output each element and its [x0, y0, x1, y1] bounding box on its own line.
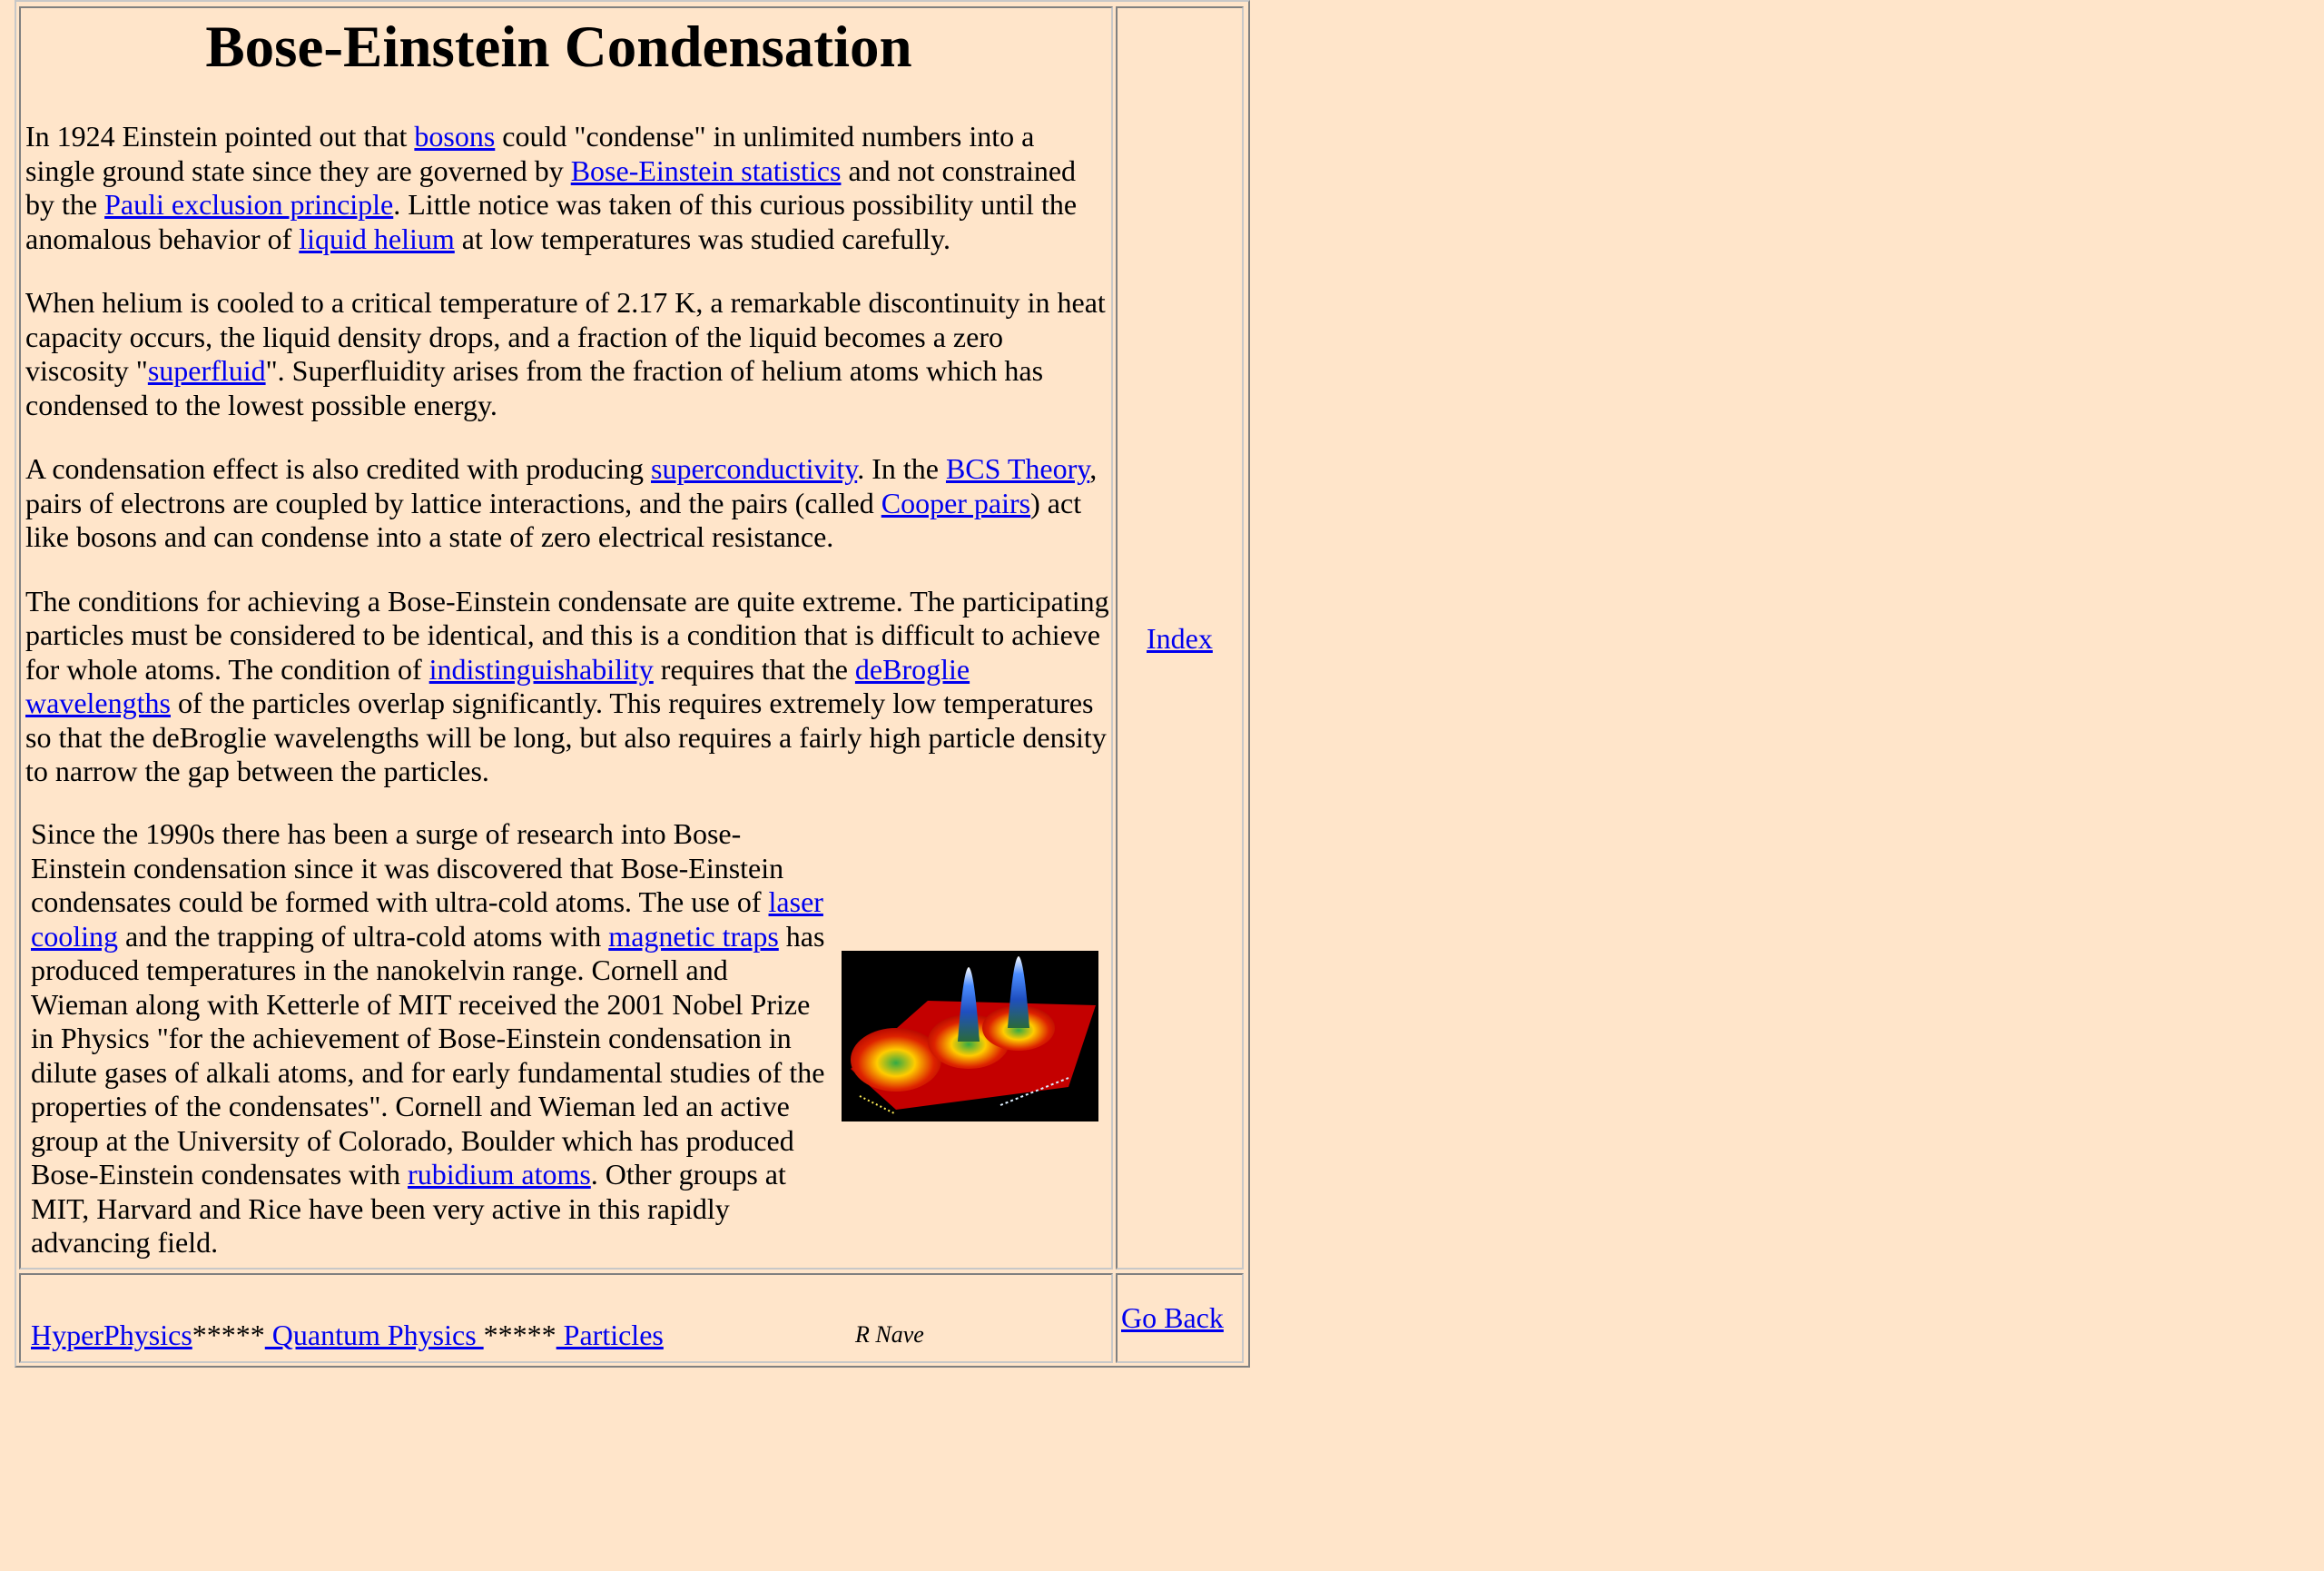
link-superconductivity[interactable]: superconductivity: [651, 452, 858, 485]
text: and not constrained by the: [25, 153, 1077, 221]
link-laser-cooling[interactable]: laser cooling: [31, 885, 823, 953]
text: and the trapping of ultra-cold atoms with: [117, 919, 609, 953]
link-bose-einstein-statistics[interactable]: Bose-Einstein statistics: [570, 153, 842, 187]
text: at low temperatures was studied carefully.: [454, 222, 950, 255]
link-indistinguishability[interactable]: indistinguishability: [428, 652, 654, 686]
link-rubidium-atoms[interactable]: rubidium atoms: [408, 1158, 591, 1191]
link-hyperphysics[interactable]: HyperPhysics: [31, 1319, 192, 1351]
paragraph-helium: [25, 286, 1110, 422]
text: A condensation effect is also credited with producing: [25, 452, 651, 485]
page-title: Bose-Einstein Condensation: [205, 15, 912, 80]
link-particles[interactable]: Particles: [556, 1319, 664, 1351]
link-magnetic-traps[interactable]: magnetic traps: [608, 919, 779, 953]
paragraph-superconductivity: [25, 452, 1110, 555]
main-content: [25, 9, 1110, 819]
text: could "condense" in unlimited numbers into a single ground state since they are governed by: [25, 120, 1035, 187]
author-credit: R Nave: [855, 1321, 924, 1348]
paragraph-research: [31, 817, 830, 1260]
text: of the particles overlap significantly. This requires extremely low temperatures so that the deBroglie wavelengths will be long, but also requires a fairly high particle density to narrow the gap between the particles.: [25, 687, 1107, 787]
link-liquid-helium[interactable]: liquid helium: [299, 222, 455, 255]
text: ". Superfluidity arises from the fraction of helium atoms which has condensed to the lowest possible energy.: [25, 354, 1044, 421]
text: . Little notice was taken of this curious possibility until the anomalous behavior of: [25, 188, 1078, 255]
link-pauli-exclusion[interactable]: Pauli exclusion principle: [104, 188, 394, 221]
link-quantum-physics[interactable]: Quantum Physics: [264, 1319, 484, 1351]
text: , pairs of electrons are coupled by lattice interactions, and the pairs (called: [25, 452, 1098, 519]
link-bcs-theory[interactable]: BCS Theory: [945, 452, 1090, 485]
text: . In the: [857, 452, 946, 485]
footer-nav: [31, 1319, 664, 1352]
link-cooper-pairs[interactable]: Cooper pairs: [881, 486, 1031, 519]
link-debroglie-wavelengths[interactable]: deBroglie wavelengths: [25, 652, 970, 719]
bec-velocity-distribution-image[interactable]: [842, 951, 1098, 1121]
thermal-cloud: [851, 1028, 941, 1092]
link-superfluid[interactable]: superfluid: [147, 354, 266, 387]
go-back-link[interactable]: Go Back: [1121, 1301, 1224, 1334]
text: When helium is cooled to a critical temperature of 2.17 K, a remarkable discontinuity in heat capacity occurs, the liquid density drops, and a fraction of the liquid becomes a zero viscosity ": [25, 286, 1106, 387]
text: has produced temperatures in the nanokelvin range. Cornell and Wieman along with Ketterle of MIT received the 2001 Nobel Prize in Physics "for the achievement of Bose-Einstein condensation in dilute gases of alkali atoms, and for early fundamental studies of the properties of the condensates". Cornell and Wieman led an active group at the University of Colorado, Boulder which has produced Bose-Einstein condensates with: [31, 919, 825, 1191]
text: The conditions for achieving a Bose-Einstein condensate are quite extreme. The participating particles must be considered to be identical, and this is a condition that is difficult to achieve for whole atoms. The condition of: [25, 584, 1109, 686]
text: Since the 1990s there has been a surge of research into Bose-Einstein condensation since it was discovered that Bose-Einstein condensates could be formed with ultra-cold atoms. The use of: [31, 817, 784, 918]
text: ) act like bosons and can condense into a state of zero electrical resistance.: [25, 486, 1082, 553]
paragraph-conditions: [25, 585, 1110, 789]
text: In 1924 Einstein pointed out that: [25, 120, 415, 153]
separator: *****: [192, 1319, 265, 1351]
index-link[interactable]: Index: [1147, 622, 1213, 655]
text: requires that the: [653, 652, 855, 686]
paragraph-intro: [25, 120, 1110, 256]
text: . Other groups at MIT, Harvard and Rice have been very active in this rapidly advancing field.: [31, 1158, 786, 1259]
link-bosons[interactable]: bosons: [414, 120, 496, 153]
separator: *****: [483, 1319, 556, 1351]
bec-image-graphic: [842, 951, 1098, 1121]
